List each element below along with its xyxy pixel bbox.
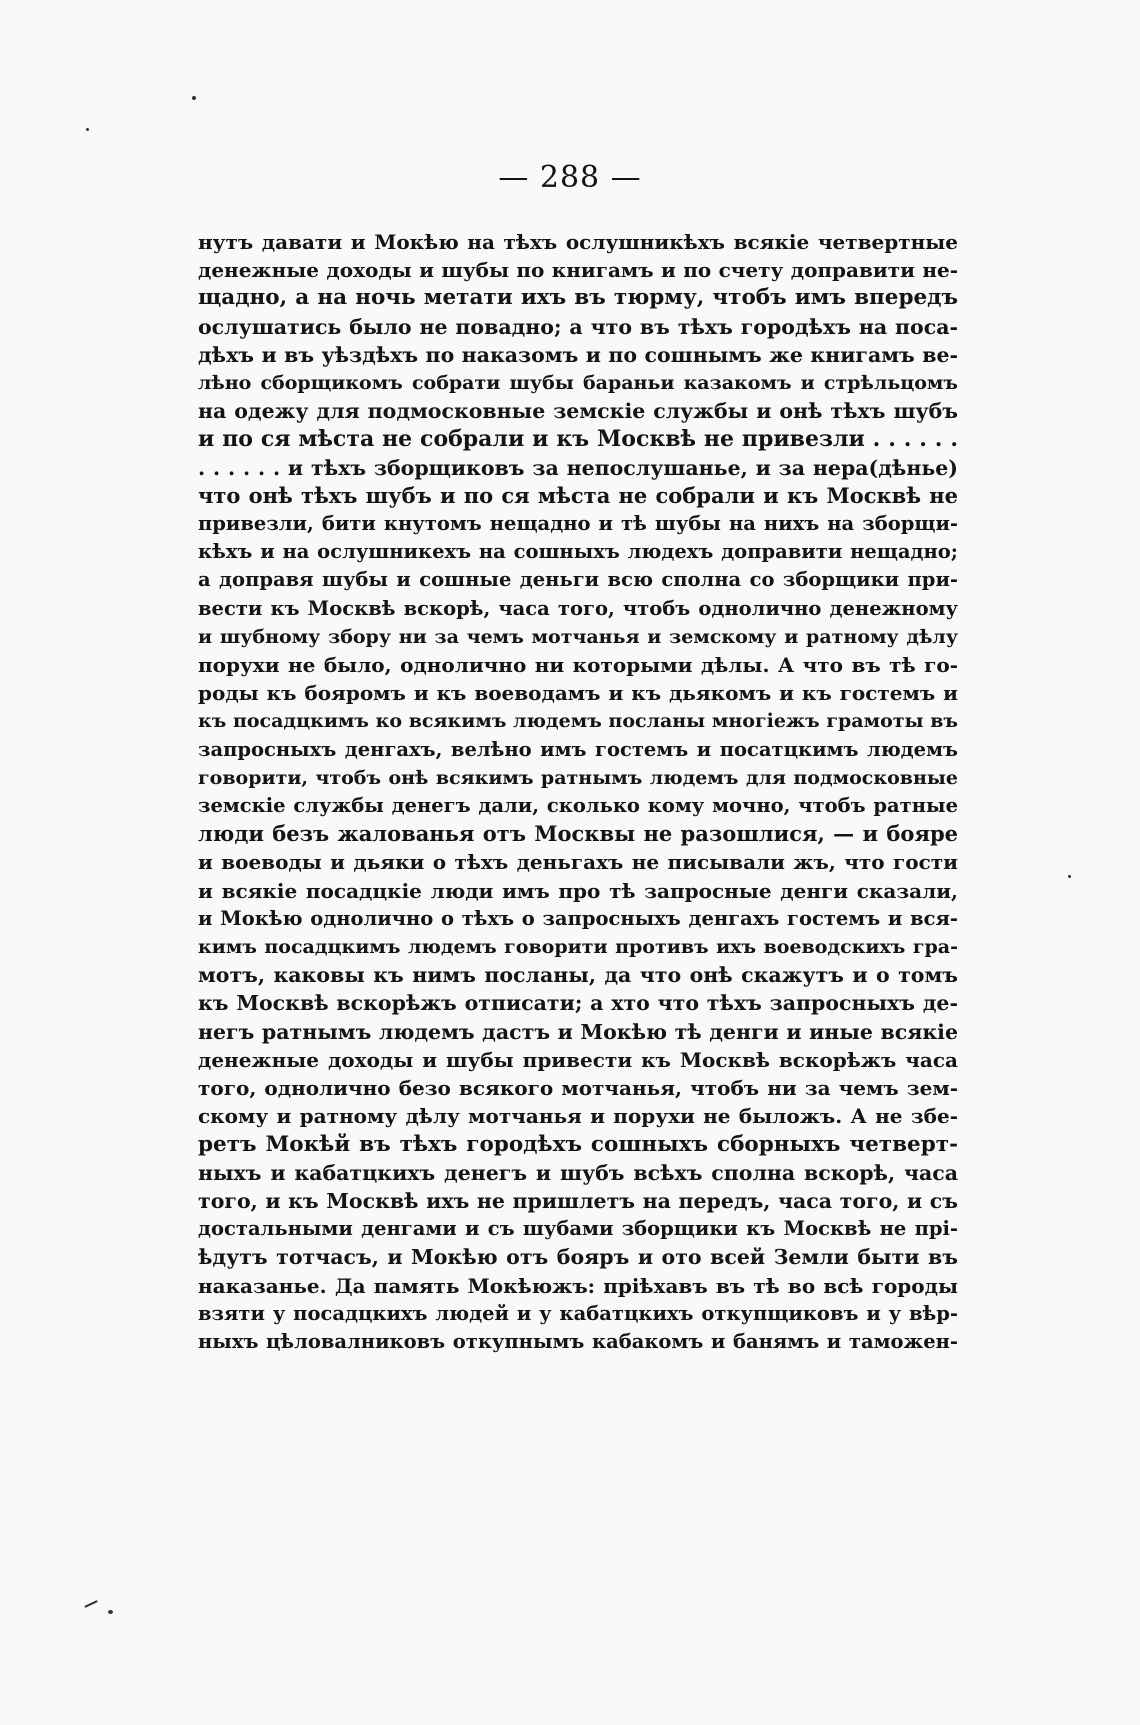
- text-line-22: люди безъ жалованья отъ Москвы не разошлися, — и бояре: [198, 821, 958, 847]
- text-line-15: и шубному збору ни за чемъ мотчанья и земскому и ратному дѣлу: [198, 625, 958, 648]
- scan-speck: [86, 128, 89, 131]
- page-number: — 288 —: [498, 160, 642, 195]
- body-text: [198, 228, 958, 1356]
- text-line-18: къ посадцкимъ ко всякимъ людемъ посланы многіежъ грамоты въ: [198, 710, 958, 733]
- scan-speck: [1068, 875, 1071, 878]
- text-line-32: скому и ратному дѣлу мотчанья и порухи не быложъ. А не збе-: [198, 1104, 958, 1129]
- text-line-28: къ Москвѣ вскорѣжъ отписати; а хто что тѣхъ запросныхъ де-: [198, 991, 958, 1016]
- text-line-30: денежные доходы и шубы привести къ Москвѣ вскорѣжъ часа: [198, 1047, 958, 1072]
- scan-speck: [192, 96, 196, 100]
- text-line-16: порухи не было, однолично ни которыми дѣлы. А что въ тѣ го-: [198, 653, 958, 678]
- text-line-39: взяти у посадцкихъ людей и у кабатцкихъ откупщиковъ и у вѣр-: [198, 1301, 958, 1325]
- text-line-27: мотъ, каковы къ нимъ посланы, да что онѣ скажутъ и о томъ: [198, 963, 958, 988]
- text-line-12: кѣхъ и на ослушникехъ на сошныхъ людехъ доправити нещадно;: [198, 540, 958, 564]
- text-line-19: запросныхъ денгахъ, велѣно имъ гостемъ и посатцкимъ людемъ: [198, 737, 958, 761]
- text-line-17: роды къ бояромъ и къ воеводамъ и къ дьякомъ и къ гостемъ и: [198, 681, 958, 706]
- text-line-40: ныхъ цѣловалниковъ откупнымъ кабакомъ и банямъ и таможен-: [198, 1329, 958, 1353]
- text-line-13: а доправя шубы и сошные деньги всю сполна со зборщики при-: [198, 568, 958, 592]
- text-line-2: денежные доходы и шубы по книгамъ и по счету доправити не-: [198, 258, 958, 283]
- text-line-20: говорити, чтобъ онѣ всякимъ ратнымъ людемъ для подмосковные: [198, 766, 958, 789]
- text-line-6: лѣно сборщикомъ собрати шубы бараньи казакомъ и стрѣльцомъ: [198, 372, 958, 395]
- text-line-5: дѣхъ и въ уѣздѣхъ по наказомъ и по сошнымъ же книгамъ ве-: [198, 342, 958, 367]
- text-line-9: . . . . . . и тѣхъ зборщиковъ за непослушанье, и за нера(дѣнье): [198, 455, 958, 480]
- scan-speck: [84, 1600, 98, 1608]
- text-line-1: нутъ давати и Мокѣю на тѣхъ ослушникѣхъ всякіе четвертные: [198, 230, 958, 254]
- scan-speck: [108, 1610, 113, 1614]
- text-line-21: земскіе службы денегъ дали, сколько кому мочно, чтобъ ратные: [198, 794, 958, 818]
- text-line-26: кимъ посадцкимъ людемъ говорити противъ ихъ воеводскихъ гра-: [198, 936, 958, 959]
- text-line-34: ныхъ и кабатцкихъ денегъ и шубъ всѣхъ сполна вскорѣ, часа: [198, 1160, 958, 1185]
- text-line-10: что онѣ тѣхъ шубъ и по ся мѣста не собрали и къ Москвѣ не: [198, 482, 958, 508]
- text-line-11: привезли, бити кнутомъ нещадно и тѣ шубы на нихъ на зборщи-: [198, 512, 958, 536]
- text-line-25: и Мокѣю однолично о тѣхъ о запросныхъ денгахъ гостемъ и вся-: [198, 906, 958, 930]
- text-line-14: вести къ Москвѣ вскорѣ, часа того, чтобъ однолично денежному: [198, 596, 958, 620]
- text-line-4: ослушатись было не повадно; а что въ тѣхъ городѣхъ на поса-: [198, 314, 958, 339]
- text-line-31: того, однолично безо всякого мотчанья, чтобъ ни за чемъ зем-: [198, 1076, 958, 1101]
- text-line-23: и воеводы и дьяки о тѣхъ деньгахъ не писывали жъ, что гости: [198, 850, 958, 875]
- text-line-7: на одежу для подмосковные земскіе службы и онѣ тѣхъ шубъ: [198, 399, 958, 424]
- text-line-38: наказанье. Да память Мокѣюжъ: пріѣхавъ въ тѣ во всѣ городы: [198, 1273, 958, 1298]
- text-line-8: и по ся мѣста не собрали и къ Москвѣ не привезли . . . . . .: [198, 426, 958, 453]
- text-line-29: негъ ратнымъ людемъ дастъ и Мокѣю тѣ денги и иные всякіе: [198, 1019, 958, 1044]
- text-line-3: щадно, а на ночь метати ихъ въ тюрму, чтобъ имъ впередъ: [198, 285, 958, 311]
- text-line-37: ѣдутъ тотчасъ, и Мокѣю отъ бояръ и ото всей Земли быти въ: [198, 1245, 958, 1270]
- text-line-35: того, и къ Москвѣ ихъ не пришлетъ на передъ, часа того, и съ: [198, 1188, 958, 1213]
- text-line-33: ретъ Мокѣй въ тѣхъ городѣхъ сошныхъ сборныхъ четверт-: [198, 1131, 958, 1157]
- text-line-36: достальными денгами и съ шубами зборщики къ Москвѣ не прі-: [198, 1217, 958, 1241]
- text-line-24: и всякіе посадцкіе люди имъ про тѣ запросные денги сказали,: [198, 878, 958, 903]
